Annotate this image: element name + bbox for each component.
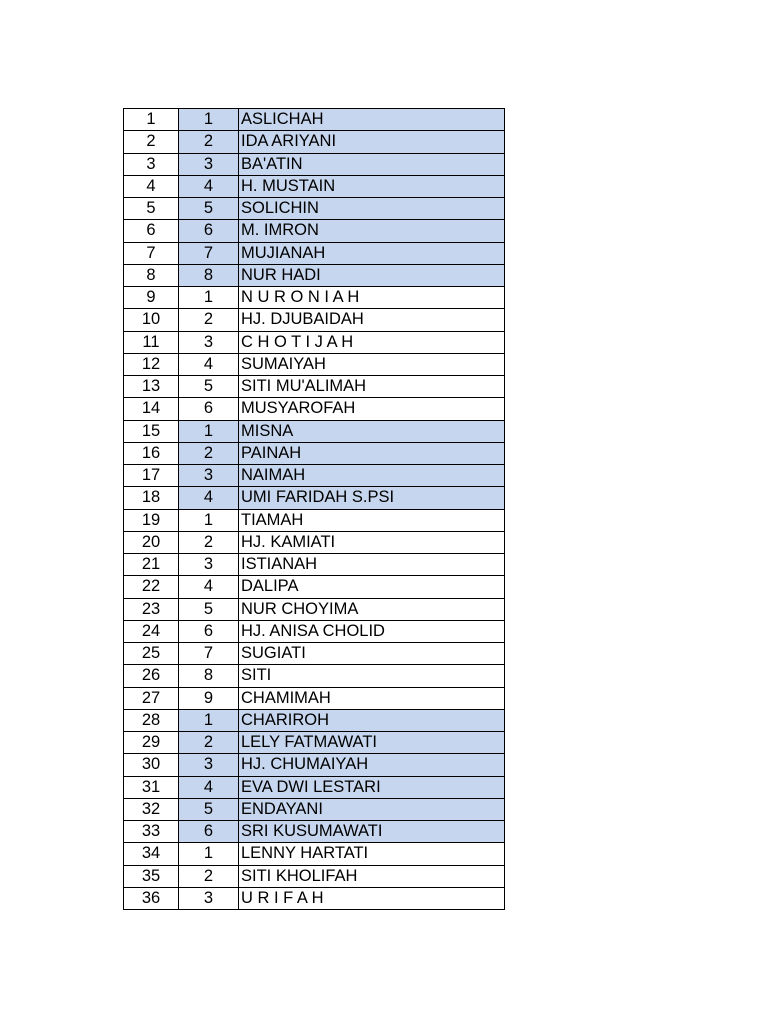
name-cell: LENNY HARTATI: [239, 843, 505, 865]
row-number-cell: 33: [124, 821, 179, 843]
row-number-cell: 34: [124, 843, 179, 865]
table-row: [124, 398, 505, 420]
group-number-cell: 1: [179, 287, 239, 309]
name-cell: MUJIANAH: [239, 242, 505, 264]
row-number-cell: 20: [124, 531, 179, 553]
name-cell: NUR HADI: [239, 264, 505, 286]
table-row: [124, 487, 505, 509]
row-number-cell: 13: [124, 376, 179, 398]
group-number-cell: 3: [179, 153, 239, 175]
name-cell: LELY FATMAWATI: [239, 732, 505, 754]
row-number-cell: 15: [124, 420, 179, 442]
group-number-cell: 1: [179, 109, 239, 131]
name-cell: HJ. ANISA CHOLID: [239, 620, 505, 642]
group-number-cell: 4: [179, 487, 239, 509]
name-cell: UMI FARIDAH S.PSI: [239, 487, 505, 509]
group-number-cell: 8: [179, 665, 239, 687]
group-number-cell: 2: [179, 732, 239, 754]
table-row: [124, 220, 505, 242]
name-cell: IDA ARIYANI: [239, 131, 505, 153]
row-number-cell: 16: [124, 442, 179, 464]
table-row: [124, 687, 505, 709]
table-row: [124, 175, 505, 197]
table-row: [124, 353, 505, 375]
row-number-cell: 1: [124, 109, 179, 131]
group-number-cell: 6: [179, 620, 239, 642]
name-cell: SUMAIYAH: [239, 353, 505, 375]
group-number-cell: 2: [179, 865, 239, 887]
name-cell: CHARIROH: [239, 709, 505, 731]
name-cell: EVA DWI LESTARI: [239, 776, 505, 798]
name-cell: BA'ATIN: [239, 153, 505, 175]
group-number-cell: 2: [179, 531, 239, 553]
name-cell: U R I F A H: [239, 887, 505, 909]
name-cell: N U R O N I A H: [239, 287, 505, 309]
table-row: [124, 576, 505, 598]
row-number-cell: 21: [124, 554, 179, 576]
group-number-cell: 9: [179, 687, 239, 709]
row-number-cell: 31: [124, 776, 179, 798]
table-row: [124, 242, 505, 264]
name-cell: SITI MU'ALIMAH: [239, 376, 505, 398]
row-number-cell: 12: [124, 353, 179, 375]
name-cell: SITI: [239, 665, 505, 687]
table-row: [124, 643, 505, 665]
row-number-cell: 30: [124, 754, 179, 776]
row-number-cell: 32: [124, 798, 179, 820]
group-number-cell: 3: [179, 887, 239, 909]
name-cell: SOLICHIN: [239, 198, 505, 220]
name-cell: ISTIANAH: [239, 554, 505, 576]
table-row: [124, 131, 505, 153]
group-number-cell: 4: [179, 776, 239, 798]
name-cell: TIAMAH: [239, 509, 505, 531]
row-number-cell: 7: [124, 242, 179, 264]
table-row: [124, 153, 505, 175]
table-row: [124, 420, 505, 442]
table-row: [124, 821, 505, 843]
group-number-cell: 2: [179, 442, 239, 464]
table-row: [124, 843, 505, 865]
group-number-cell: 7: [179, 643, 239, 665]
row-number-cell: 5: [124, 198, 179, 220]
group-number-cell: 1: [179, 509, 239, 531]
row-number-cell: 14: [124, 398, 179, 420]
row-number-cell: 11: [124, 331, 179, 353]
row-number-cell: 2: [124, 131, 179, 153]
name-cell: HJ. KAMIATI: [239, 531, 505, 553]
table-row: [124, 620, 505, 642]
group-number-cell: 7: [179, 242, 239, 264]
table-row: [124, 264, 505, 286]
row-number-cell: 3: [124, 153, 179, 175]
row-number-cell: 35: [124, 865, 179, 887]
table-row: [124, 509, 505, 531]
group-number-cell: 6: [179, 398, 239, 420]
name-list-body: [124, 109, 505, 910]
group-number-cell: 5: [179, 198, 239, 220]
name-cell: ENDAYANI: [239, 798, 505, 820]
table-row: [124, 798, 505, 820]
group-number-cell: 2: [179, 131, 239, 153]
group-number-cell: 5: [179, 598, 239, 620]
name-cell: PAINAH: [239, 442, 505, 464]
group-number-cell: 1: [179, 843, 239, 865]
table-row: [124, 709, 505, 731]
table-row: [124, 465, 505, 487]
group-number-cell: 3: [179, 754, 239, 776]
name-cell: H. MUSTAIN: [239, 175, 505, 197]
row-number-cell: 22: [124, 576, 179, 598]
name-cell: NAIMAH: [239, 465, 505, 487]
name-cell: SUGIATI: [239, 643, 505, 665]
row-number-cell: 10: [124, 309, 179, 331]
row-number-cell: 26: [124, 665, 179, 687]
group-number-cell: 8: [179, 264, 239, 286]
group-number-cell: 3: [179, 331, 239, 353]
table-row: [124, 331, 505, 353]
name-cell: MUSYAROFAH: [239, 398, 505, 420]
group-number-cell: 4: [179, 576, 239, 598]
table-row: [124, 865, 505, 887]
name-cell: MISNA: [239, 420, 505, 442]
table-row: [124, 776, 505, 798]
row-number-cell: 23: [124, 598, 179, 620]
name-cell: DALIPA: [239, 576, 505, 598]
group-number-cell: 5: [179, 376, 239, 398]
table-row: [124, 754, 505, 776]
group-number-cell: 4: [179, 353, 239, 375]
row-number-cell: 19: [124, 509, 179, 531]
row-number-cell: 27: [124, 687, 179, 709]
row-number-cell: 4: [124, 175, 179, 197]
name-cell: SITI KHOLIFAH: [239, 865, 505, 887]
group-number-cell: 5: [179, 798, 239, 820]
group-number-cell: 1: [179, 709, 239, 731]
table-row: [124, 531, 505, 553]
name-cell: C H O T I J A H: [239, 331, 505, 353]
row-number-cell: 24: [124, 620, 179, 642]
name-cell: M. IMRON: [239, 220, 505, 242]
group-number-cell: 6: [179, 821, 239, 843]
row-number-cell: 18: [124, 487, 179, 509]
row-number-cell: 28: [124, 709, 179, 731]
table-row: [124, 665, 505, 687]
table-row: [124, 442, 505, 464]
row-number-cell: 25: [124, 643, 179, 665]
table-row: [124, 598, 505, 620]
row-number-cell: 6: [124, 220, 179, 242]
row-number-cell: 17: [124, 465, 179, 487]
table-row: [124, 887, 505, 909]
table-row: [124, 732, 505, 754]
group-number-cell: 2: [179, 309, 239, 331]
group-number-cell: 4: [179, 175, 239, 197]
row-number-cell: 8: [124, 264, 179, 286]
group-number-cell: 3: [179, 465, 239, 487]
row-number-cell: 36: [124, 887, 179, 909]
group-number-cell: 3: [179, 554, 239, 576]
name-cell: CHAMIMAH: [239, 687, 505, 709]
name-cell: NUR CHOYIMA: [239, 598, 505, 620]
table-row: [124, 198, 505, 220]
row-number-cell: 29: [124, 732, 179, 754]
table-row: [124, 109, 505, 131]
table-row: [124, 287, 505, 309]
table-row: [124, 554, 505, 576]
table-row: [124, 309, 505, 331]
name-list-table: [123, 108, 505, 910]
name-cell: HJ. CHUMAIYAH: [239, 754, 505, 776]
table-row: [124, 376, 505, 398]
row-number-cell: 9: [124, 287, 179, 309]
name-cell: SRI KUSUMAWATI: [239, 821, 505, 843]
name-cell: HJ. DJUBAIDAH: [239, 309, 505, 331]
group-number-cell: 1: [179, 420, 239, 442]
group-number-cell: 6: [179, 220, 239, 242]
name-cell: ASLICHAH: [239, 109, 505, 131]
